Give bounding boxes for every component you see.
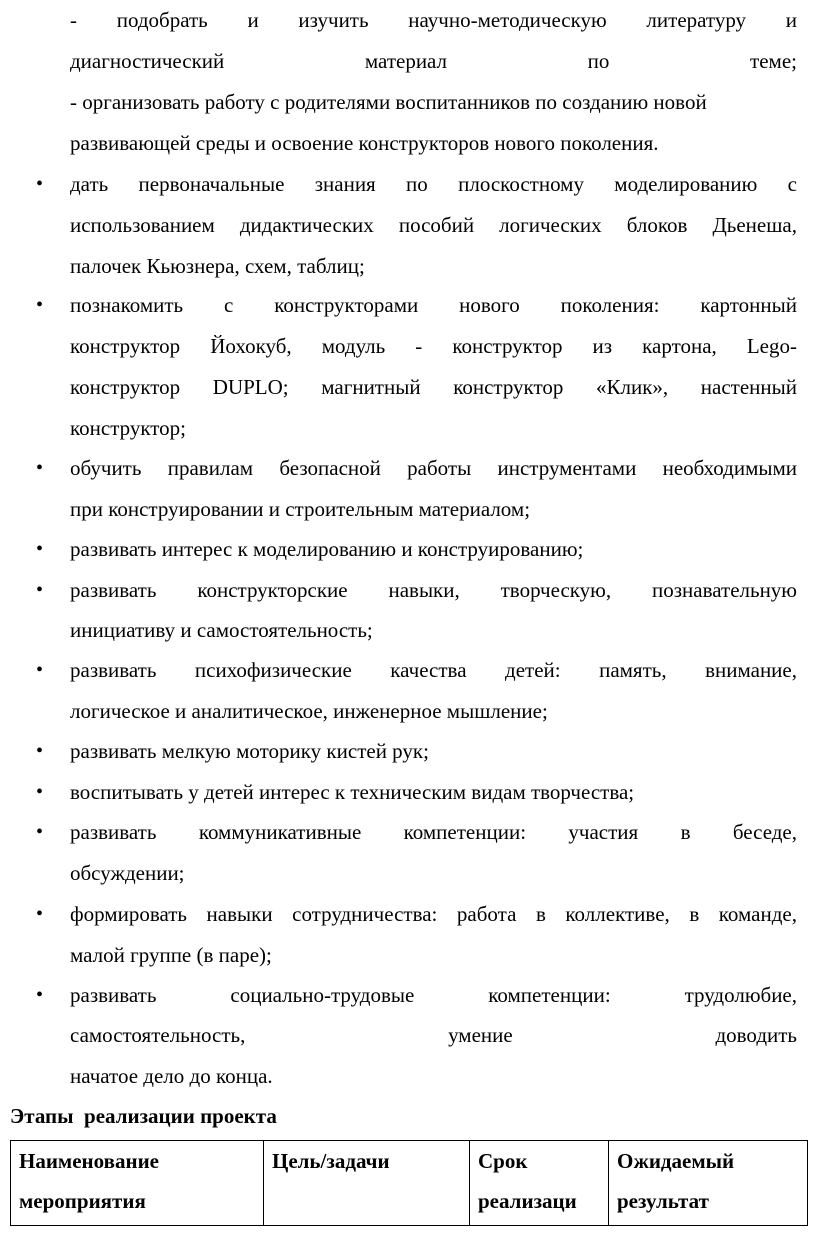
list-item-line: развивать коммуникативные компетенции: участия в беседе, [70,820,797,844]
list-item-line: использованием дидактических пособий логических блоков Дьенеша, [70,213,797,237]
list-item-line: палочек Кьюзнера, схем, таблиц; [70,254,365,278]
list-item-line: обсуждении; [70,861,185,885]
list-item-line: при конструировании и строительным материалом; [70,497,531,521]
bullet-icon: • [36,579,44,601]
list-item-line: конструктор DUPLO; магнитный конструктор «Клик», настенный [70,375,797,399]
list-item-line: инициативу и самостоятельность; [70,618,373,642]
bullet-icon: • [36,984,44,1006]
list-item-line: развивать интерес к моделированию и конструированию; [70,537,584,561]
text-line: - организовать работу с родителями воспитанников по созданию новой [70,90,707,114]
bullet-icon: • [36,538,44,560]
table-header-cell: Ожидаемый результат [609,1141,808,1226]
text-line: диагностический материал по теме; [70,49,797,73]
stages-table [10,1140,808,1226]
list-item-line: дать первоначальные знания по плоскостному моделированию с [70,172,797,196]
list-item-line: начатое дело до конца. [70,1064,273,1088]
list-item-line: познакомить с конструкторами нового поколения: картонный [70,293,797,317]
list-item-line: развивать мелкую моторику кистей рук; [70,739,429,763]
list-item-line: развивать конструкторские навыки, творческую, познавательную [70,578,797,602]
bullet-icon: • [36,821,44,843]
list-item-line: обучить правилам безопасной работы инструментами необходимыми [70,456,797,480]
list-item-line: развивать психофизические качества детей: память, внимание, [70,658,797,682]
list-item-line: самостоятельность, умение доводить [70,1023,797,1047]
bullet-icon: • [36,294,44,316]
list-item-line: конструктор Йохокуб, модуль - конструктор из картона, Lego- [70,334,797,358]
bullet-icon: • [36,173,44,195]
bullet-icon: • [36,781,44,803]
list-item-line: воспитывать у детей интерес к техническим видам творчества; [70,780,635,804]
list-item-line: формировать навыки сотрудничества: работа в коллективе, в команде, [70,902,797,926]
table-header-row [11,1141,808,1226]
bullet-icon: • [36,740,44,762]
table-header-cell: Срок реализаци [470,1141,609,1226]
table-header-cell: Цель/задачи [264,1141,470,1226]
bullet-icon: • [36,659,44,681]
list-item-line: логическое и аналитическое, инженерное мышление; [70,699,548,723]
list-item-line: малой группе (в паре); [70,943,272,967]
table-header-cell: Наименование мероприятия [11,1141,264,1226]
bullet-icon: • [36,903,44,925]
text-line: - подобрать и изучить научно-методическую литературу и [70,8,797,32]
list-item-line: конструктор; [70,416,187,440]
list-item-line: развивать социально-трудовые компетенции: трудолюбие, [70,983,797,1007]
section-heading: Этапы реализации проекта [10,1104,277,1128]
text-line: развивающей среды и освоение конструкторов нового поколения. [70,131,659,155]
bullet-icon: • [36,457,44,479]
